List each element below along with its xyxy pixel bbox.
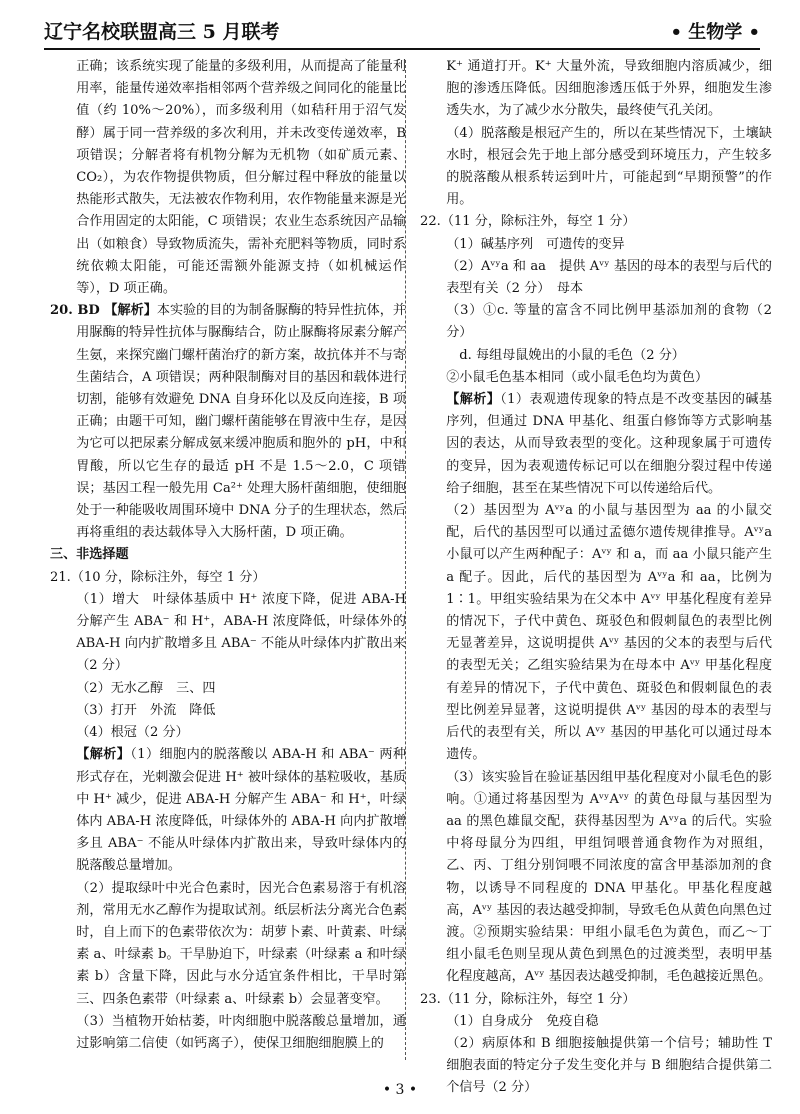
paragraph-text: （3）打开 外流 降低 bbox=[76, 702, 216, 718]
paragraph-text: ②小鼠毛色基本相同（或小鼠毛色均为黄色） bbox=[446, 369, 709, 385]
paragraph-text: （4）根冠（2 分） bbox=[76, 725, 189, 741]
exam-title: 辽宁名校联盟高三 5 月联考 bbox=[44, 21, 280, 43]
paragraph bbox=[420, 500, 772, 766]
paragraph bbox=[420, 211, 772, 233]
paragraph bbox=[50, 722, 406, 744]
paragraph bbox=[420, 123, 772, 212]
paragraph bbox=[50, 300, 406, 544]
page-header bbox=[44, 12, 760, 50]
paragraph bbox=[420, 300, 772, 344]
paragraph-text: （2）Aᵛʸa 和 aa 提供 Aᵛʸ 基因的母本的表型与后代的表型有关（2 分） 母本 bbox=[446, 258, 772, 297]
paragraph-text: （1）增大 叶绿体基质中 H⁺ 浓度下降，促进 ABA-H 分解产生 ABA⁻ 和 H⁺，ABA-H 浓度降低，叶绿体外的 ABA-H 向内扩散增多且 ABA⁻ 不能从叶绿体内扩散出来（2 分） bbox=[76, 591, 406, 674]
paragraph bbox=[50, 878, 406, 1011]
paragraph-text: （1）细胞内的脱落酸以 ABA-H 和 ABA⁻ 两种形式存在，光刺激会促进 H⁺ 被叶绿体的基粒吸收，基质中 H⁺ 减少，促进 ABA-H 分解产生 ABA⁻ 和 H⁺，叶绿体内 ABA-H 浓度降低，叶绿体外的 ABA-H 向内扩散增多且 ABA⁻ 不能从叶绿体内扩散出来，导致叶绿体内的脱落酸总量增加。 bbox=[76, 747, 406, 874]
paragraph bbox=[420, 367, 772, 389]
paragraph-text: 正确；该系统实现了能量的多级利用，从而提高了能量利用率，能量传递效率指相邻两个营养级之间同化的能量比值（约 10%～20%），而多级利用（如秸秆用于沼气发酵）属于同一营养级的多次利用，并未改变传递效率，B 项错误；分解者将有机物分解为无机物（如矿质元素、CO₂），为农作物提供物质，但分解过程中释放的能量以热能形式散失，无法被农作物利用，农作物能量来源是光合作用固定的太阳能，C 项错误；农业生态系统因产品输出（如粮食）导致物质流失，需补充肥料等物质，同时系统依赖太阳能，可能还需额外能源支持（如机械运作等），D 项正确。 bbox=[76, 59, 406, 297]
subject-label: • 生物学 • bbox=[670, 22, 760, 43]
paragraph-text: （4）脱落酸是根冠产生的，所以在某些情况下，土壤缺水时，根冠会先于地上部分感受到环境压力，产生较多的脱落酸从根系转运到叶片，可能起到“早期预警”的作用。 bbox=[446, 125, 772, 208]
paragraph bbox=[420, 989, 772, 1011]
paragraph-text: 三、非选择题 bbox=[50, 547, 129, 563]
paragraph bbox=[420, 234, 772, 256]
paragraph-label: 20. BD 【解析】 bbox=[50, 303, 157, 319]
paragraph-text: （1）碱基序列 可遗传的变异 bbox=[446, 236, 625, 252]
paragraph bbox=[50, 589, 406, 678]
paragraph-text: 21.（10 分，除标注外，每空 1 分） bbox=[50, 569, 266, 585]
right-column bbox=[420, 56, 772, 1100]
paragraph bbox=[50, 678, 406, 700]
paragraph-text: （2）基因型为 Aᵛʸa 的小鼠与基因型为 aa 的小鼠交配，后代的基因型可以通过孟德尔遗传规律推导。Aᵛʸa 小鼠可以产生两种配子：Aᵛʸ 和 a，而 aa 小鼠只能产生 a 配子。因此，后代的基因型为 Aᵛʸa 和 aa，比例为 1∶1。甲组实验结果为在父本中 Aᵛʸ 甲基化程度有差异的情况下，子代中黄色、斑驳色和假刺鼠色的表型比例无显著差异，这说明提供 Aᵛʸ 基因的父本的表型与后代的表型无关；乙组实验结果为在母本中 Aᵛʸ 甲基化程度有差异的情况下，子代中黄色、斑驳色和假刺鼠色的表型比例差异显著，这说明提供 Aᵛʸ 基因的母本的表型与后代的表型有关，所以 Aᵛʸ 基因的甲基化可以通过母本遗传。 bbox=[446, 503, 772, 763]
paragraph-text: （3）该实验旨在验证基因组甲基化程度对小鼠毛色的影响。①通过将基因型为 AᵛʸAᵛʸ 的黄色母鼠与基因型为 aa 的黑色雄鼠交配，获得基因型为 Aᵛʸa 的后代。实验中将母鼠分为四组，甲组饲喂普通食物作为对照组，乙、丙、丁组分别饲喂不同浓度的富含甲基添加剂的食物，以诱导不同程度的 DNA 甲基化。甲基化程度越高，Aᵛʸ 基因的表达越受抑制，导致毛色从黄色向黑色过渡。②预期实验结果：甲组小鼠毛色为黄色，而乙～丁组小鼠毛色则呈现从黄色到黑色的过渡类型，表明甲基化程度越高，Aᵛʸ 基因表达越受抑制，毛色越接近黑色。 bbox=[446, 769, 772, 985]
paragraph-text: 22.（11 分，除标注外，每空 1 分） bbox=[420, 214, 636, 230]
paragraph-text: K⁺ 通道打开。K⁺ 大量外流，导致细胞内溶质减少，细胞的渗透压降低。因细胞渗透压低于外界，细胞发生渗透失水，为了减少水分散失，最终使气孔关闭。 bbox=[446, 59, 772, 119]
paragraph bbox=[50, 744, 406, 877]
paragraph bbox=[420, 56, 772, 123]
paragraph bbox=[50, 544, 406, 566]
paragraph-text: （2）无水乙醇 三、四 bbox=[76, 680, 216, 696]
paragraph-text: 23.（11 分，除标注外，每空 1 分） bbox=[420, 991, 636, 1007]
paragraph-text: （3）当植物开始枯萎，叶肉细胞中脱落酸总量增加，通过影响第二信使（如钙离子），使保卫细胞细胞膜上的 bbox=[76, 1013, 406, 1051]
column-divider bbox=[405, 60, 406, 1060]
paragraph-label: 【解析】 bbox=[446, 392, 501, 408]
paragraph-label: 【解析】 bbox=[76, 747, 131, 763]
paragraph-text: （2）病原体和 B 细胞接触提供第一个信号；辅助性 T 细胞表面的特定分子发生变化并与 B 细胞结合提供第二个信号（2 分） bbox=[446, 1035, 772, 1096]
paragraph bbox=[420, 767, 772, 989]
paragraph bbox=[50, 700, 406, 722]
paragraph bbox=[420, 1011, 772, 1033]
paragraph-text: （3）①c. 等量的富含不同比例甲基添加剂的食物（2 分） bbox=[446, 303, 772, 341]
paragraph bbox=[50, 567, 406, 589]
paragraph-text: （1）表观遗传现象的特点是不改变基因的碱基序列，但通过 DNA 甲基化、组蛋白修饰等方式影响基因的表达，从而导致表型的变化。这种现象属于可遗传的变异，因为表观遗传标记可以在细胞分裂过程中传递给子细胞，甚至在某些情况下可以传递给后代。 bbox=[446, 392, 773, 496]
paragraph-text: 本实验的目的为制备脲酶的特异性抗体，并用脲酶的特异性抗体与脲酶结合，防止脲酶将尿素分解产生氨，来探究幽门螺杆菌治疗的新方案，故抗体并不与寄生菌结合，A 项错误；两种限制酶对目的基因和载体进行切割，能够有效避免 DNA 自身环化以及反向连接，B 项正确；由题干可知，幽门螺杆菌能够在胃液中生存，是因为它可以把尿素分解成氨来缓冲胞质和胞外的 pH，中和胃酸，所以它生存的最适 pH 不是 1.5～2.0，C 项错误；基因工程一般先用 Ca²⁺ 处理大肠杆菌细胞，使细胞处于一种能吸收周围环境中 DNA 分子的生理状态，然后再将重组的表达载体导入大肠杆菌，D 项正确。 bbox=[76, 303, 406, 541]
paragraph bbox=[420, 256, 772, 300]
paragraph-text: （1）自身成分 免疫自稳 bbox=[446, 1013, 599, 1029]
paragraph bbox=[420, 345, 772, 367]
paragraph-text: （2）提取绿叶中光合色素时，因光合色素易溶于有机溶剂，常用无水乙醇作为提取试剂。纸层析法分离光合色素时，自上而下的色素带依次为：胡萝卜素、叶黄素、叶绿素 a、叶绿素 b。干旱胁迫下，叶绿素（叶绿素 a 和叶绿素 b）含量下降，因此与水分适宜条件相比，干旱时第三、四条色素带（叶绿素 a、叶绿素 b）会显著变窄。 bbox=[76, 880, 406, 1007]
paragraph bbox=[50, 56, 406, 300]
paragraph-text: d. 每组母鼠娩出的小鼠的毛色（2 分） bbox=[459, 347, 685, 363]
page-number: • 3 • bbox=[382, 1082, 418, 1098]
left-column bbox=[50, 56, 406, 1055]
paragraph bbox=[50, 1011, 406, 1055]
paragraph bbox=[420, 389, 772, 500]
